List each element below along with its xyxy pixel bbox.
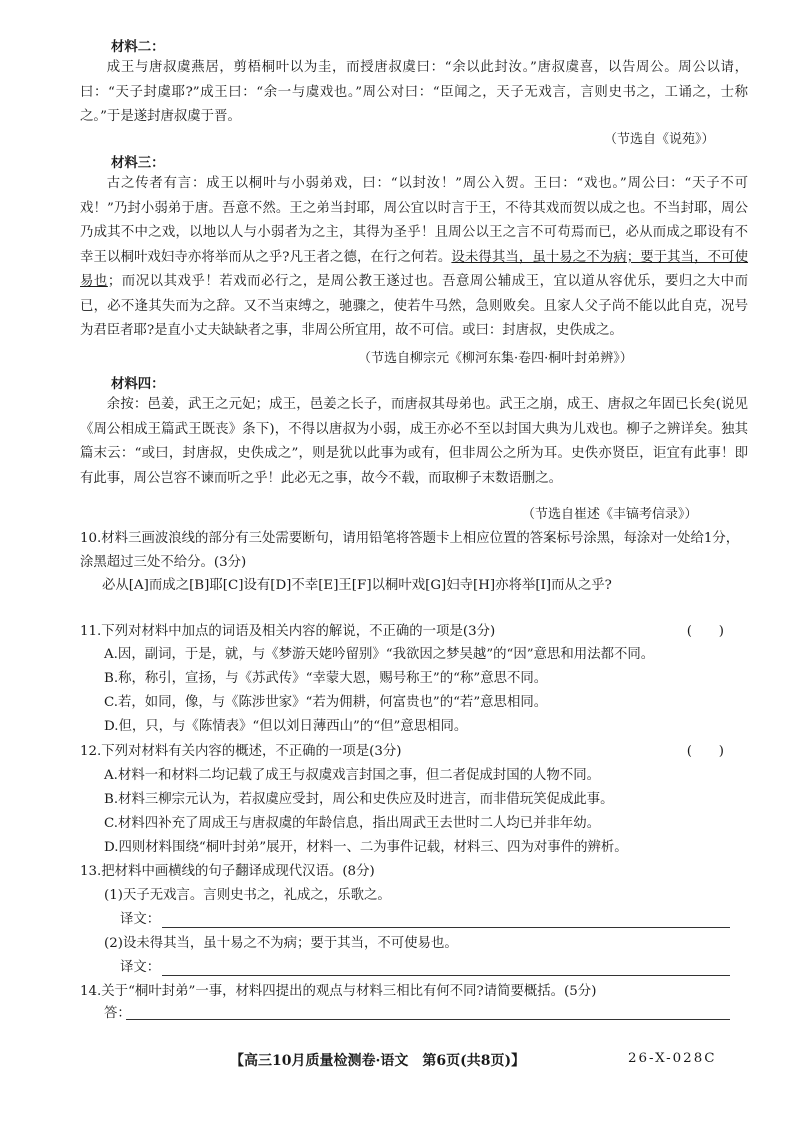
question-12: 12.下列对材料有关内容的概述，不正确的一项是(3分) <box>80 744 402 759</box>
question-10-sentence: 必从[A]而成之[B]耶[C]设有[D]不幸[E]王[F]以桐叶戏[G]妇寺[H]亦将举[I]而从之乎? <box>102 578 612 593</box>
question-12-option-c: C.材料四补充了周成王与唐叔虞的年龄信息，指出周武王去世时二人均已并非年幼。 <box>104 816 601 831</box>
question-12-answer-paren[interactable]: ( ) <box>686 744 724 759</box>
question-11-option-b: B.称，称引，宣扬，与《苏武传》“幸蒙大恩，赐号称王”的“称”意思不同。 <box>104 671 548 686</box>
question-13-sentence-2: (2)设未得其当，虽十易之不为病；要于其当，不可使易也。 <box>104 936 458 951</box>
question-13: 13.把材料中画横线的句子翻译成现代汉语。(8分) <box>80 864 375 879</box>
question-11-option-a: A.因，副词，于是，就，与《梦游天姥吟留别》“我欲因之梦吴越”的“因”意思和用法都不同。 <box>104 647 655 662</box>
question-14-answer-line[interactable] <box>126 1019 730 1020</box>
question-12-option-a: A.材料一和材料二均记载了成王与叔虞戏言封国之事，但二者促成封国的人物不同。 <box>104 768 600 783</box>
material-4-heading: 材料四： <box>111 376 165 392</box>
material-2-heading: 材料二： <box>111 39 165 55</box>
footer-code: 26-X-028C <box>628 1051 717 1066</box>
material-3-source: （节选自柳宗元《柳河东集·卷四·桐叶封弟辨》） <box>358 351 633 366</box>
question-12-option-d: D.四则材料围绕“桐叶封弟”展开，材料一、二为事件记载，材料三、四为对事件的辨析。 <box>104 840 628 855</box>
question-10: 10.材料三画波浪线的部分有三处需要断句，请用铅笔将答题卡上相应位置的答案标号涂黑，每涂对一处给1分，涂黑超过三处不给分。(3分) <box>80 531 740 570</box>
question-11: 11.下列对材料中加点的词语及相关内容的解说，不正确的一项是(3分) <box>80 624 496 639</box>
material-2-source: （节选自《说苑》） <box>604 132 715 147</box>
material-3-heading: 材料三： <box>111 155 165 171</box>
footer-title: 【高三10月质量检测卷·语文 第6页(共8页)】 <box>230 1053 526 1069</box>
question-14: 14.关于“桐叶封弟”一事，材料四提出的观点与材料三相比有何不同?请简要概括。(5分) <box>80 984 597 999</box>
question-11-answer-paren[interactable]: ( ) <box>686 624 724 639</box>
translation-2-answer-line[interactable] <box>162 975 730 976</box>
translation-1-label: 译文： <box>120 912 161 927</box>
question-12-option-b: B.材料三柳宗元认为，若叔虞应受封，周公和史佚应及时进言，而非借玩笑促成此事。 <box>104 792 614 807</box>
material-3-text-a: 古之传者有言：成王以桐叶与小弱弟戏，曰：“以封汝！”周公入贺。王曰：“戏也。”周公曰：“天子不可戏！”乃封小弱弟于唐。吾意不然。王之弟当封耶，周公宜以时言于王，不待其戏而贺以成之也。不当封耶，周公乃成其不中之戏，以地以人与小弱者为之主，其得为圣乎！且周公以王之言不可苟焉而已，必从而成之耶设有不幸王以桐叶戏妇寺亦将举而从之乎?凡王者之德，在行之何若。 <box>80 176 748 265</box>
material-3-text-b: ；而况以其戏乎！若戏而必行之，是周公教王遂过也。吾意周公辅成王，宜以道从容优乐，要归之大中而已，必不逢其失而为之辞。又不当束缚之，驰骤之，使若牛马然，急则败矣。且家人父子尚不能以此自克，况号为君臣者耶?是直小丈夫缺缺者之事，非周公所宜用，故不可信。或曰：封唐叔，史佚成之。 <box>80 274 749 338</box>
material-3-underlined-sentence: 设未得其当，虽十易之不为病；要于其当，不可使易也 <box>80 249 749 289</box>
translation-1-answer-line[interactable] <box>162 927 730 928</box>
material-4-body: 余按：邑姜，武王之元妃；成王，邑姜之长子，而唐叔其母弟也。武王之崩，成王、唐叔之年固已长矣(说见《周公相成王篇武王既丧》条下)，不得以唐叔为小弱，成王亦必不至以封国大典为儿戏也。柳子之辨详矣。独其篇末云：“或曰，封唐叔，史佚成之”，则是犹以此事为或有，但非周公之所为耳。史佚亦贤臣，讵宜有此事！即有此事，周公岂容不谏而听之乎！此必无之事，故今不载，而取柳子末数语删之。 <box>80 397 748 486</box>
question-11-option-c: C.若，如同，像，与《陈涉世家》“若为佣耕，何富贵也”的“若”意思相同。 <box>104 695 548 710</box>
question-13-sentence-1: (1)天子无戏言。言则史书之，礼成之，乐歌之。 <box>104 888 391 903</box>
material-2-body: 成王与唐叔虞燕居，剪梧桐叶以为圭，而授唐叔虞曰：“余以此封汝。”唐叔虞喜，以告周公。周公以请，曰：“天子封虞耶?”成王曰：“余一与虞戏也。”周公对曰：“臣闻之，天子无戏言，言则史书之，工诵之，士称之。”于是遂封唐叔虞于晋。 <box>80 60 748 124</box>
question-11-option-d: D.但，只，与《陈情表》“但以刘日薄西山”的“但”意思相同。 <box>104 719 468 734</box>
answer-label: 答： <box>104 1006 131 1021</box>
material-4-source: （节选自崔述《丰镐考信录》） <box>522 507 698 522</box>
material-3-body <box>80 172 748 344</box>
translation-2-label: 译文： <box>120 960 161 975</box>
